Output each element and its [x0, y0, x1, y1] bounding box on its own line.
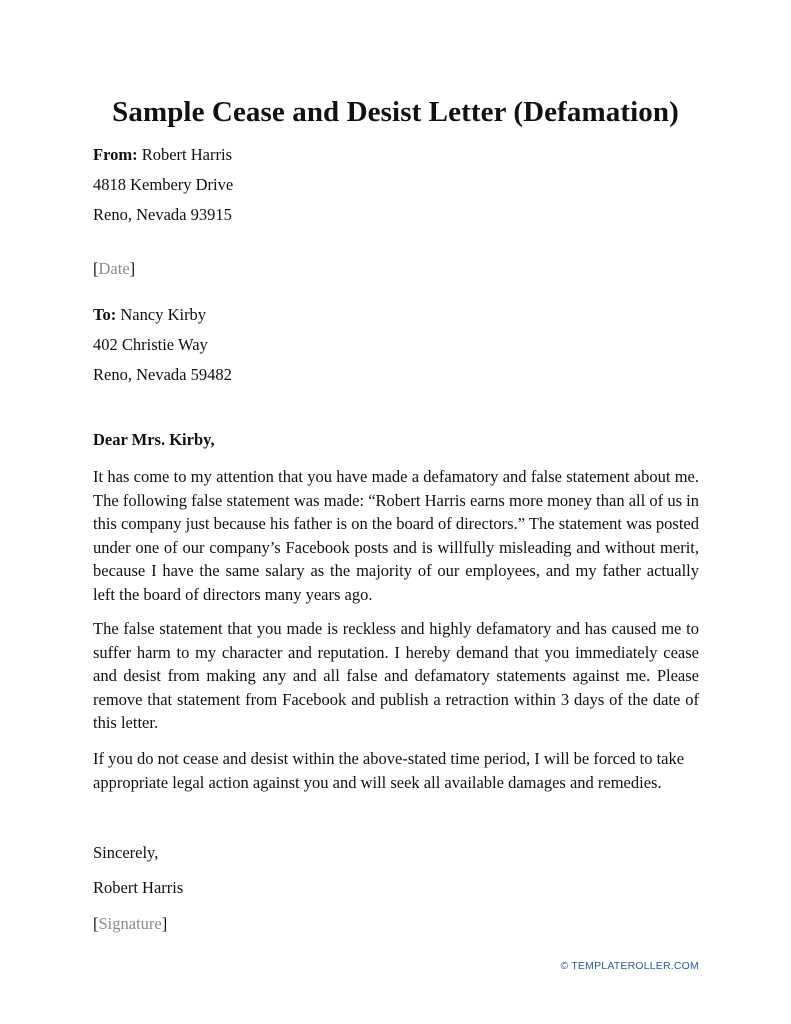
closing: Sincerely, — [93, 843, 159, 862]
date-bracket-close: ] — [129, 259, 136, 278]
to-address-line-2: Reno, Nevada 59482 — [93, 365, 232, 384]
from-label: From: — [93, 145, 138, 164]
to-label: To: — [93, 305, 117, 324]
footer-copyright-link[interactable]: © TEMPLATEROLLER.COM — [560, 960, 699, 972]
date-placeholder — [93, 259, 135, 279]
from-address-line-2: Reno, Nevada 93915 — [93, 205, 232, 224]
salutation: Dear Mrs. Kirby, — [93, 430, 215, 449]
body-paragraph: If you do not cease and desist within the above-stated time period, I will be forced to take appropriate legal action against you and will seek all available damages and remedies. — [93, 749, 685, 792]
from-name: Robert Harris — [141, 145, 232, 164]
to-address-line-1: 402 Christie Way — [93, 335, 208, 354]
signature-placeholder-text: Signature — [98, 914, 162, 933]
date-bracket-open: [ — [93, 259, 99, 278]
signature-placeholder — [93, 914, 167, 934]
to-line — [93, 305, 206, 325]
from-line — [93, 145, 232, 165]
body-paragraph: It has come to my attention that you have made a defamatory and false statement about me. The following false statement was made: “Robert Harris earns more money than all of us in this company just because his father is on the board of directors.” The statement was posted under one of our company’s Facebook posts and is willfully misleading and without merit, because I have the same salary as the majority of our employees, and my father actually left the board of directors many years ago. — [93, 467, 699, 604]
signature-bracket-open: [ — [93, 914, 99, 933]
page-title: Sample Cease and Desist Letter (Defamation) — [112, 96, 679, 128]
date-placeholder-text: Date — [98, 259, 130, 278]
signer-name: Robert Harris — [93, 878, 184, 897]
from-address-line-1: 4818 Kembery Drive — [93, 175, 234, 194]
signature-bracket-close: ] — [161, 914, 168, 933]
body-paragraph: The false statement that you made is reckless and highly defamatory and has caused me to suffer harm to my character and reputation. I hereby demand that you immediately cease and desist from making any and all false and defamatory statements against me. Please remove that statement from Facebook and publish a retraction within 3 days of the date of this letter. — [93, 619, 699, 733]
to-name: Nancy Kirby — [120, 305, 207, 324]
